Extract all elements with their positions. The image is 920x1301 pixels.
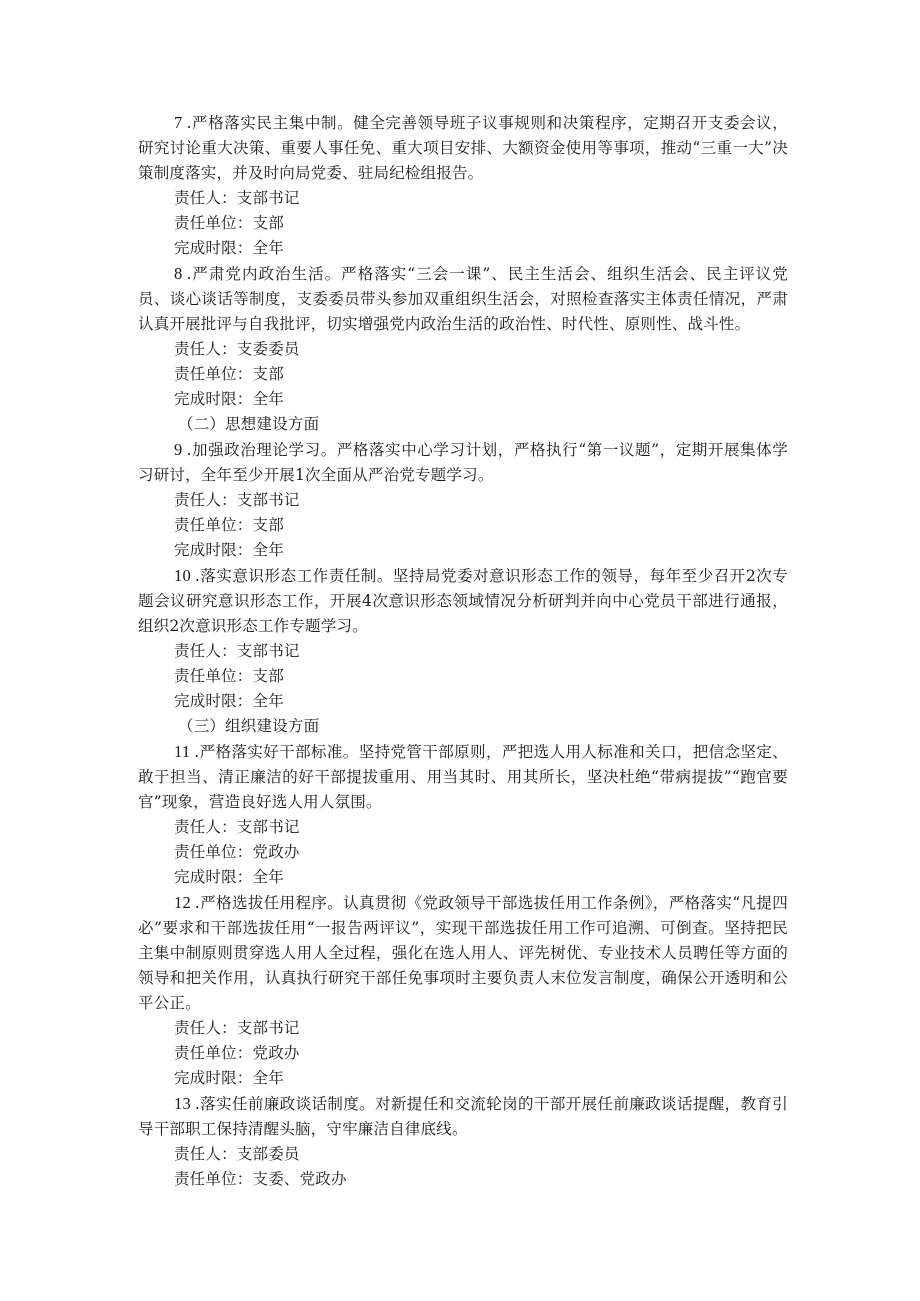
deadline: 完成时限：全年 — [174, 239, 284, 257]
item-number: 12 — [174, 893, 191, 912]
responsible-person: 责任人：支部书记 — [174, 1019, 300, 1037]
responsible-person: 责任人：支部书记 — [174, 818, 300, 836]
item-9-paragraph — [138, 437, 788, 488]
item-13-paragraph — [138, 1091, 788, 1142]
item-text: .严肃党内政治生活。严格落实“三会一课”、民主生活会、组织生活会、民主评议党员、谈心谈话等制度，支委委员带头参加双重组织生活会，对照检查落实主体责任情况，严肃认真开展批评与自我批评，切实增强党内政治生活的政治性、时代性、原则性、战斗性。 — [138, 265, 788, 333]
deadline: 完成时限：全年 — [174, 868, 284, 886]
responsible-person: 责任人：支委委员 — [174, 340, 300, 358]
section-heading-organization: （三）组织建设方面 — [178, 717, 320, 735]
item-number: 10 — [174, 566, 191, 585]
item-text: .严格选拔任用程序。认真贯彻《党政领导干部选拔任用工作条例》，严格落实“凡提四必”要求和干部选拔任用“一报告两评议”，实现干部选拔任用工作可追溯、可倒查。坚持把民主集中制原则贯穿选人用人全过程，强化在选人用人、评先树优、专业技术人员聘任等方面的领导和把关作用，认真执行研究干部任免事项时主要负责人末位发言制度，确保公开透明和公平公正。 — [138, 894, 788, 1012]
responsible-person: 责任人：支部书记 — [174, 642, 300, 660]
item-number: 7 — [174, 113, 183, 132]
item-12-paragraph — [138, 890, 788, 1016]
deadline: 完成时限：全年 — [174, 692, 284, 710]
responsible-unit: 责任单位：党政办 — [174, 843, 300, 861]
deadline: 完成时限：全年 — [174, 541, 284, 559]
item-text: .落实任前廉政谈话制度。对新提任和交流轮岗的干部开展任前廉政谈话提醒，教育引导干部职工保持清醒头脑，守牢廉洁自律底线。 — [138, 1095, 788, 1138]
responsible-unit: 责任单位：支部 — [174, 516, 284, 534]
responsible-unit: 责任单位：支部 — [174, 214, 284, 232]
item-number: 8 — [174, 264, 183, 283]
item-text: .严格落实民主集中制。健全完善领导班子议事规则和决策程序，定期召开支委会议，研究讨论重大决策、重要人事任免、重大项目安排、大额资金使用等事项，推动“三重一大”决策制度落实，并及时向局党委、驻局纪检组报告。 — [138, 114, 788, 182]
item-text: .加强政治理论学习。严格落实中心学习计划，严格执行“第一议题”，定期开展集体学习研讨，全年至少开展1次全面从严治党专题学习。 — [138, 441, 788, 484]
item-text: .落实意识形态工作责任制。坚持局党委对意识形态工作的领导，每年至少召开2次专题会议研究意识形态工作，开展4次意识形态领域情况分析研判并向中心党员干部进行通报，组织2次意识形态工作专题学习。 — [138, 567, 788, 635]
responsible-unit: 责任单位：支部 — [174, 667, 284, 685]
item-number: 13 — [174, 1094, 191, 1113]
item-7-paragraph — [138, 110, 788, 186]
item-number: 9 — [174, 440, 183, 459]
responsible-unit: 责任单位：党政办 — [174, 1044, 300, 1062]
responsible-unit: 责任单位：支部 — [174, 365, 284, 383]
responsible-person: 责任人：支部委员 — [174, 1145, 300, 1163]
item-10-paragraph — [138, 563, 788, 639]
document-body — [138, 110, 788, 1192]
responsible-person: 责任人：支部书记 — [174, 189, 300, 207]
responsible-person: 责任人：支部书记 — [174, 491, 300, 509]
item-8-paragraph — [138, 261, 788, 337]
item-text: .严格落实好干部标准。坚持党管干部原则，严把选人用人标准和关口，把信念坚定、敢于担当、清正廉洁的好干部提拔重用、用当其时、用其所长，坚决杜绝“带病提拔”“跑官要官”现象，营造良好选人用人氛围。 — [138, 743, 788, 811]
deadline: 完成时限：全年 — [174, 390, 284, 408]
deadline: 完成时限：全年 — [174, 1069, 284, 1087]
section-heading-thought: （二）思想建设方面 — [178, 415, 320, 433]
responsible-unit: 责任单位：支委、党政办 — [174, 1170, 347, 1188]
item-number: 11 — [174, 742, 191, 761]
item-11-paragraph — [138, 739, 788, 815]
